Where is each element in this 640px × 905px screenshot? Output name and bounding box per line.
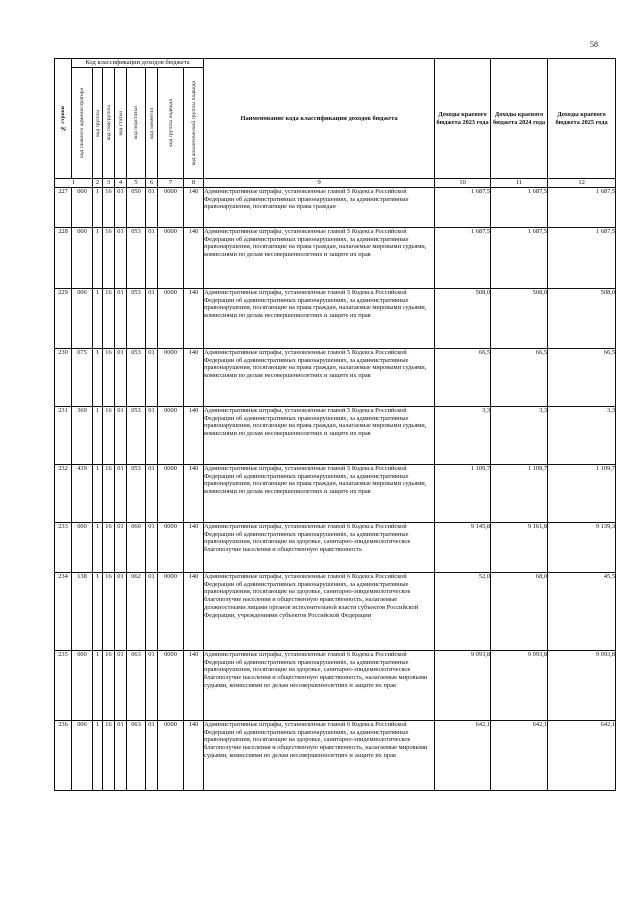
code-article: 01 — [115, 188, 127, 228]
revenue-2025: 1 687,5 — [548, 228, 616, 289]
revenue-2023: 508,0 — [435, 289, 491, 349]
code-element: 01 — [146, 188, 158, 228]
code-subarticle: 063 — [127, 651, 146, 721]
revenue-2024: 9 093,8 — [491, 651, 548, 721]
code-element: 01 — [146, 651, 158, 721]
code-element: 01 — [146, 523, 158, 573]
revenue-2025: 1 109,7 — [548, 465, 616, 523]
code-subarticle: 053 — [127, 289, 146, 349]
code-subarticle: 053 — [127, 465, 146, 523]
revenue-2023: 3,3 — [435, 407, 491, 465]
header-code-analytic: код аналитической группы подвида — [184, 68, 204, 179]
code-subgroup-type: 0000 — [158, 289, 184, 349]
column-number: 7 — [158, 179, 184, 188]
code-subgroup-type: 0000 — [158, 407, 184, 465]
header-code-admin: код главного администратора — [72, 68, 93, 179]
code-analytic: 140 — [184, 465, 204, 523]
code-subgroup: 16 — [103, 349, 115, 407]
code-analytic: 140 — [184, 523, 204, 573]
code-analytic: 140 — [184, 228, 204, 289]
code-admin: 000 — [72, 228, 93, 289]
code-analytic: 140 — [184, 721, 204, 791]
code-subgroup-type: 0000 — [158, 651, 184, 721]
revenue-2025: 9 093,8 — [548, 651, 616, 721]
row-number: 227 — [55, 188, 72, 228]
code-group: 1 — [93, 523, 103, 573]
revenue-2025: 508,0 — [548, 289, 616, 349]
code-subgroup: 16 — [103, 523, 115, 573]
code-group: 1 — [93, 228, 103, 289]
budget-revenue-table — [54, 58, 616, 791]
code-subgroup: 16 — [103, 573, 115, 651]
revenue-2024: 508,0 — [491, 289, 548, 349]
revenue-2024: 1 687,5 — [491, 228, 548, 289]
code-element: 01 — [146, 721, 158, 791]
table-row — [55, 228, 616, 289]
code-analytic: 140 — [184, 188, 204, 228]
revenue-2024: 68,0 — [491, 573, 548, 651]
revenue-2023: 1 109,7 — [435, 465, 491, 523]
code-article: 01 — [115, 228, 127, 289]
table-row — [55, 721, 616, 791]
code-admin: 138 — [72, 573, 93, 651]
code-description: Административные штрафы, установленные главой 5 Кодекса Российской Федерации об административных правонарушениях, за административные правонарушения, посягающие на права граждан, налагаемые мировыми судьями, комиссиями по делам несовершеннолетних и защите их прав — [204, 228, 435, 289]
revenue-2024: 3,3 — [491, 407, 548, 465]
header-revenue-2024: Доходы краевого бюджета 2024 года — [491, 59, 548, 179]
row-number: 230 — [55, 349, 72, 407]
header-revenue-2023: Доходы краевого бюджета 2023 года — [435, 59, 491, 179]
code-element: 01 — [146, 573, 158, 651]
column-number: 10 — [435, 179, 491, 188]
code-admin: 000 — [72, 523, 93, 573]
code-element: 01 — [146, 228, 158, 289]
revenue-2023: 9 145,8 — [435, 523, 491, 573]
code-analytic: 140 — [184, 573, 204, 651]
code-subgroup: 16 — [103, 465, 115, 523]
column-number: 12 — [548, 179, 616, 188]
code-element: 01 — [146, 349, 158, 407]
revenue-2025: 642,1 — [548, 721, 616, 791]
code-group: 1 — [93, 465, 103, 523]
code-description: Административные штрафы, установленные главой 5 Кодекса Российской Федерации об административных правонарушениях, за административные правонарушения, посягающие на права граждан, налагаемые мировыми судьями, комиссиями по делам несовершеннолетних и защите их прав — [204, 349, 435, 407]
code-admin: 000 — [72, 188, 93, 228]
revenue-2023: 1 687,5 — [435, 228, 491, 289]
revenue-2023: 1 687,5 — [435, 188, 491, 228]
code-description: Административные штрафы, установленные главой 6 Кодекса Российской Федерации об административных правонарушениях, за административные правонарушения, посягающие на здоровье, санитарно-эпидемиологическое благополучие населения и общественную нравственность, налагаемые мировыми судьями, комиссиями по делам несовершеннолетних и защите их прав — [204, 721, 435, 791]
code-description: Административные штрафы, установленные главой 6 Кодекса Российской Федерации об административных правонарушениях, за административные правонарушения, посягающие на здоровье, санитарно-эпидемиологическое благополучие населения и общественную нравственность, налагаемые мировыми судьями, комиссиями по делам несовершеннолетних и защите их прав — [204, 651, 435, 721]
header-code-element: код элемента — [146, 68, 158, 179]
code-element: 01 — [146, 465, 158, 523]
table-row — [55, 188, 616, 228]
column-number: 2 — [93, 179, 103, 188]
code-analytic: 140 — [184, 651, 204, 721]
code-subarticle: 060 — [127, 523, 146, 573]
header-code-group: код группы — [93, 68, 103, 179]
row-number: 232 — [55, 465, 72, 523]
code-subgroup: 16 — [103, 721, 115, 791]
code-subgroup-type: 0000 — [158, 349, 184, 407]
row-number: 236 — [55, 721, 72, 791]
header-code-article: код статьи — [115, 68, 127, 179]
header-code-subarticle: код подстатьи — [127, 68, 146, 179]
code-subarticle: 053 — [127, 228, 146, 289]
header-code-name: Наименование кода классификации доходов бюджета — [204, 59, 435, 179]
code-group: 1 — [93, 651, 103, 721]
code-description: Административные штрафы, установленные главой 5 Кодекса Российской Федерации об административных правонарушениях, за административные правонарушения, посягающие на права граждан, налагаемые мировыми судьями, комиссиями по делам несовершеннолетних и защите их прав — [204, 465, 435, 523]
code-subarticle: 063 — [127, 721, 146, 791]
table-row — [55, 465, 616, 523]
code-subarticle: 053 — [127, 349, 146, 407]
code-group: 1 — [93, 188, 103, 228]
header-classification-group: Код классификации доходов бюджета — [72, 59, 204, 68]
code-article: 01 — [115, 349, 127, 407]
revenue-2023: 9 093,8 — [435, 651, 491, 721]
revenue-2025: 1 687,5 — [548, 188, 616, 228]
code-group: 1 — [93, 349, 103, 407]
row-number: 231 — [55, 407, 72, 465]
code-analytic: 140 — [184, 289, 204, 349]
code-subgroup-type: 0000 — [158, 523, 184, 573]
code-description: Административные штрафы, установленные главой 5 Кодекса Российской Федерации об административных правонарушениях, за административные правонарушения, посягающие на права граждан — [204, 188, 435, 228]
header-row-number: № строки — [55, 59, 72, 179]
table-row — [55, 651, 616, 721]
code-element: 01 — [146, 407, 158, 465]
code-article: 01 — [115, 407, 127, 465]
code-group: 1 — [93, 289, 103, 349]
header-revenue-2025: Доходы краевого бюджета 2025 года — [548, 59, 616, 179]
code-subarticle: 050 — [127, 188, 146, 228]
revenue-2025: 9 139,3 — [548, 523, 616, 573]
code-article: 01 — [115, 289, 127, 349]
code-subgroup: 16 — [103, 651, 115, 721]
table-row — [55, 349, 616, 407]
code-admin: 000 — [72, 651, 93, 721]
revenue-2024: 9 161,8 — [491, 523, 548, 573]
table-row — [55, 573, 616, 651]
code-article: 01 — [115, 573, 127, 651]
code-description: Административные штрафы, установленные главой 6 Кодекса Российской Федерации об административных правонарушениях, за административные правонарушения, посягающие на здоровье, санитарно-эпидемиологическое благополучие населения и общественную нравственность, налагаемые должностными лицами органов исполнительной власти субъектов Российской Федерации, учреждениями субъектов Российской Федерации — [204, 573, 435, 651]
code-subgroup-type: 0000 — [158, 573, 184, 651]
code-subgroup-type: 0000 — [158, 721, 184, 791]
code-analytic: 140 — [184, 407, 204, 465]
revenue-2024: 642,1 — [491, 721, 548, 791]
code-analytic: 140 — [184, 349, 204, 407]
code-subgroup-type: 0000 — [158, 465, 184, 523]
column-number: 8 — [184, 179, 204, 188]
code-admin: 439 — [72, 465, 93, 523]
header-group-row — [55, 59, 616, 68]
column-number: 1 — [55, 179, 93, 188]
code-article: 01 — [115, 721, 127, 791]
code-subgroup-type: 0000 — [158, 188, 184, 228]
table-row — [55, 289, 616, 349]
row-number: 229 — [55, 289, 72, 349]
code-element: 01 — [146, 289, 158, 349]
revenue-2023: 66,5 — [435, 349, 491, 407]
column-number: 4 — [115, 179, 127, 188]
page-number: 58 — [590, 40, 598, 49]
revenue-2023: 642,1 — [435, 721, 491, 791]
code-description: Административные штрафы, установленные главой 5 Кодекса Российской Федерации об административных правонарушениях, за административные правонарушения, посягающие на права граждан, налагаемые мировыми судьями, комиссиями по делам несовершеннолетних и защите их прав — [204, 289, 435, 349]
revenue-2023: 52,0 — [435, 573, 491, 651]
code-article: 01 — [115, 465, 127, 523]
revenue-2024: 66,5 — [491, 349, 548, 407]
column-number: 9 — [204, 179, 435, 188]
header-code-subgroup: код подгруппы — [103, 68, 115, 179]
code-admin: 006 — [72, 289, 93, 349]
code-article: 01 — [115, 523, 127, 573]
code-group: 1 — [93, 573, 103, 651]
code-admin: 369 — [72, 407, 93, 465]
code-group: 1 — [93, 721, 103, 791]
code-subgroup: 16 — [103, 407, 115, 465]
row-number: 228 — [55, 228, 72, 289]
code-subgroup: 16 — [103, 188, 115, 228]
revenue-2025: 3,3 — [548, 407, 616, 465]
revenue-2025: 45,5 — [548, 573, 616, 651]
column-numbers-row — [55, 179, 616, 188]
code-subgroup: 16 — [103, 228, 115, 289]
code-subgroup-type: 0000 — [158, 228, 184, 289]
revenue-2024: 1 687,5 — [491, 188, 548, 228]
revenue-2024: 1 109,7 — [491, 465, 548, 523]
column-number: 3 — [103, 179, 115, 188]
code-article: 01 — [115, 651, 127, 721]
header-code-subgroup-type: код группы подвида — [158, 68, 184, 179]
code-subarticle: 053 — [127, 407, 146, 465]
table-row — [55, 407, 616, 465]
code-admin: 075 — [72, 349, 93, 407]
row-number: 233 — [55, 523, 72, 573]
code-subgroup: 16 — [103, 289, 115, 349]
revenue-2025: 66,5 — [548, 349, 616, 407]
code-admin: 006 — [72, 721, 93, 791]
code-description: Административные штрафы, установленные главой 5 Кодекса Российской Федерации об административных правонарушениях, за административные правонарушения, посягающие на права граждан, налагаемые мировыми судьями, комиссиями по делам несовершеннолетних и защите их прав — [204, 407, 435, 465]
code-subarticle: 062 — [127, 573, 146, 651]
code-group: 1 — [93, 407, 103, 465]
column-number: 5 — [127, 179, 146, 188]
row-number: 235 — [55, 651, 72, 721]
table-row — [55, 523, 616, 573]
column-number: 11 — [491, 179, 548, 188]
row-number: 234 — [55, 573, 72, 651]
code-description: Административные штрафы, установленные главой 6 Кодекса Российской Федерации об административных правонарушениях, за административные правонарушения, посягающие на здоровье, санитарно-эпидемиологическое благополучие населения и общественную нравственность — [204, 523, 435, 573]
column-number: 6 — [146, 179, 158, 188]
